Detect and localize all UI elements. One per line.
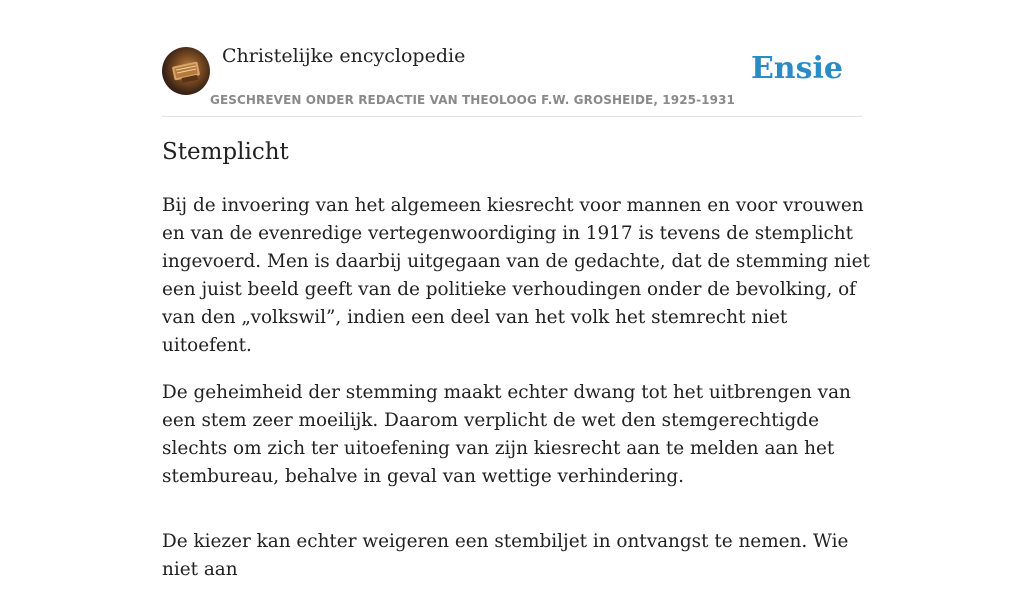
article-paragraph: De geheimheid der stemming maakt echter dwang tot het uitbrengen van een stem zeer moeilijk. Daarom verplicht de wet den stemgerechtigde slechts om zich ter uitoefening van zijn kiesrecht aan te melden aan het stembureau, behalve in geval van wettige verhindering. [162, 382, 851, 487]
page [162, 0, 870, 580]
article-body [162, 192, 872, 603]
site-header [162, 0, 862, 117]
encyclopedia-avatar[interactable] [162, 47, 210, 95]
site-subtitle: GESCHREVEN ONDER REDACTIE VAN THEOLOOG F.W. GROSHEIDE, 1925-1931 [210, 93, 735, 107]
article-paragraph: Bij de invoering van het algemeen kiesrecht voor mannen en voor vrouwen en van de evenredige vertegenwoordiging in 1917 is tevens de stemplicht ingevoerd. Men is daarbij uitgegaan van de gedachte, dat de stemming niet een juist beeld geeft van de politieke verhoudingen onder de bevolking, of van den „volkswil”, indien een deel van het volk het stemrecht niet uitoefent. [162, 195, 870, 356]
article-title: Stemplicht [162, 139, 289, 165]
site-title[interactable]: Christelijke encyclopedie [222, 45, 466, 67]
book-image-icon [162, 47, 210, 95]
article-paragraph: De kiezer kan echter weigeren een stembiljet in ontvangst te nemen. Wie niet aan [162, 531, 849, 580]
ensie-logo-link[interactable]: Ensie [750, 51, 843, 86]
